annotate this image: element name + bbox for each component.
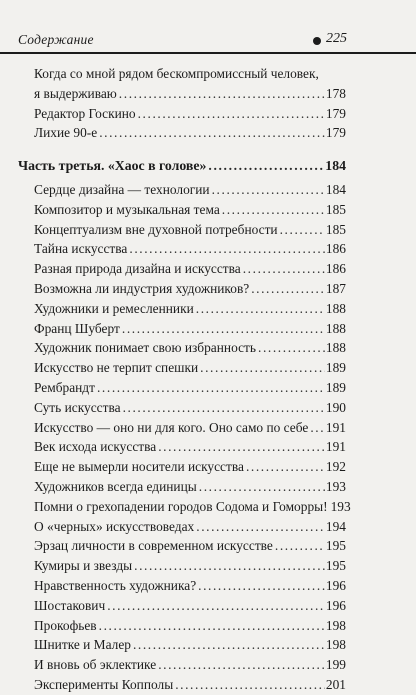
dot-leader	[158, 437, 325, 457]
toc-entry-title: Эксперименты Копполы	[34, 676, 174, 692]
dot-leader	[208, 156, 324, 176]
toc-entry-title: Искусство — оно ни для кого. Оно само по себе	[34, 419, 309, 435]
toc-entry-title: Разная природа дизайна и искусства	[34, 261, 241, 277]
toc-entry-title: Рембрандт	[34, 379, 95, 395]
toc-entry	[0, 655, 416, 675]
toc-entry-row	[34, 200, 346, 220]
toc-entry	[0, 259, 416, 279]
toc-entry-row	[34, 279, 346, 299]
toc-entry-page: 192	[325, 459, 346, 475]
toc-entry-page: 193	[325, 478, 346, 494]
dot-leader	[196, 517, 325, 537]
toc-entry-row	[34, 378, 346, 398]
toc-entry-page: 188	[325, 340, 346, 356]
toc-entry-page: 178	[325, 85, 346, 101]
toc-entry-row	[34, 616, 346, 636]
toc-entry-title: Кумиры и звезды	[34, 558, 133, 574]
toc-entry-title: Еще не вымерли носители искусства	[34, 459, 244, 475]
toc-entry-row	[34, 418, 346, 438]
toc-entry	[0, 279, 416, 299]
toc-entry-page: 179	[325, 125, 346, 141]
toc-entry-page: 198	[325, 617, 346, 633]
toc-entry-title: Шнитке и Малер	[34, 637, 131, 653]
dot-leader	[199, 477, 325, 497]
toc-entry	[0, 616, 416, 636]
dot-leader	[97, 378, 325, 398]
toc-entry-title-line: Когда со мной рядом бескомпромиссный человек,	[34, 66, 319, 81]
toc-entry-page: 187	[325, 280, 346, 296]
toc-entry-page: 190	[325, 399, 346, 415]
toc-entry-page: 196	[325, 597, 346, 613]
toc-entry	[0, 517, 416, 537]
dot-leader	[280, 220, 325, 240]
toc-entry	[0, 497, 416, 517]
dot-leader	[133, 635, 325, 655]
toc-entry-row	[34, 319, 346, 339]
toc-entry	[0, 319, 416, 339]
dot-leader	[107, 596, 325, 616]
dot-leader	[258, 338, 325, 358]
toc-entry-title: Век исхода искусства	[34, 439, 157, 455]
toc-entry-row	[34, 655, 346, 675]
toc-entry-title: Концептуализм вне духовной потребности	[34, 221, 278, 237]
dot-leader	[158, 655, 325, 675]
toc-entry-title: Художник понимает свою избранность	[34, 340, 257, 356]
dot-leader	[212, 180, 325, 200]
toc-entry-page: 196	[325, 577, 346, 593]
toc-entry-row	[34, 675, 346, 695]
toc-entry	[0, 675, 416, 695]
toc-entry-title: Искусство не терпит спешки	[34, 360, 199, 376]
toc-entry	[0, 123, 416, 143]
toc-entry-title: я выдерживаю	[34, 85, 117, 101]
toc-entry-row	[34, 497, 351, 517]
dot-leader	[99, 123, 325, 143]
dot-leader	[200, 358, 325, 378]
toc-entry	[0, 457, 416, 477]
toc-entry-title: И вновь об эклектике	[34, 657, 157, 673]
toc-entry-row	[34, 576, 346, 596]
toc-entry-row	[34, 635, 346, 655]
toc-entry-row	[34, 457, 346, 477]
toc-entry-row	[34, 84, 346, 104]
page-header	[0, 0, 416, 60]
toc-part-heading	[0, 156, 416, 176]
toc-entry-title: Возможна ли индустрия художников?	[34, 280, 250, 296]
dot-leader	[119, 84, 325, 104]
toc-entry-title: Франц Шуберт	[34, 320, 120, 336]
toc-entry-row	[34, 259, 346, 279]
toc-entry-title: Шостакович	[34, 597, 106, 613]
toc-entry	[0, 220, 416, 240]
toc-entry-page: 194	[325, 518, 346, 534]
bullet-icon	[313, 37, 321, 45]
toc-entry	[0, 596, 416, 616]
table-of-contents	[0, 64, 416, 695]
dot-leader	[99, 616, 325, 636]
toc-entry-page: 195	[325, 558, 346, 574]
toc-entry-page: 184	[325, 181, 346, 197]
toc-entry	[0, 477, 416, 497]
toc-entry-row	[34, 536, 346, 556]
toc-entry-row	[34, 299, 346, 319]
toc-entry-row	[34, 180, 346, 200]
toc-entry-title: Прокофьев	[34, 617, 97, 633]
toc-entry	[0, 338, 416, 358]
dot-leader	[123, 398, 325, 418]
toc-entry-page: 201	[325, 676, 346, 692]
toc-entry-row	[34, 338, 346, 358]
toc-entry-title: Художников всегда единицы	[34, 478, 197, 494]
toc-entry-title: Композитор и музыкальная тема	[34, 201, 220, 217]
toc-entry	[0, 556, 416, 576]
toc-entry-page: 199	[325, 657, 346, 673]
toc-entry-row	[34, 556, 346, 576]
dot-leader	[175, 675, 325, 695]
running-head-title: Содержание	[18, 32, 94, 47]
toc-entry	[0, 358, 416, 378]
toc-entry-row	[34, 104, 346, 124]
toc-entry-page: 185	[325, 221, 346, 237]
toc-entry-page: 189	[325, 379, 346, 395]
toc-entry-row	[34, 477, 346, 497]
toc-entry-row	[34, 123, 346, 143]
dot-leader	[251, 279, 325, 299]
dot-leader	[275, 536, 325, 556]
dot-leader	[129, 239, 325, 259]
toc-entry-page: 198	[325, 637, 346, 653]
toc-entry-page: 186	[325, 261, 346, 277]
toc-entry	[0, 180, 416, 200]
toc-entry-title: Помни о грехопадении городов Содома и Гоморры!	[34, 498, 328, 514]
toc-entry	[0, 536, 416, 556]
toc-entry-page: 191	[325, 419, 346, 435]
toc-entry	[0, 104, 416, 124]
toc-entry	[0, 437, 416, 457]
dot-leader	[246, 457, 325, 477]
toc-entry-page: 189	[325, 360, 346, 376]
dot-leader	[222, 200, 325, 220]
toc-entry-row	[34, 517, 346, 537]
toc-entry-title: Тайна искусства	[34, 241, 128, 257]
toc-entry-page: 188	[325, 320, 346, 336]
toc-entry	[0, 418, 416, 438]
dot-leader	[134, 556, 325, 576]
toc-entry-title: Художники и ремесленники	[34, 300, 194, 316]
toc-entry	[0, 398, 416, 418]
toc-entry-page: 186	[325, 241, 346, 257]
toc-entry-title: Редактор Госкино	[34, 105, 136, 121]
toc-entry-title: Суть искусства	[34, 399, 121, 415]
toc-entry-title: Нравственность художника?	[34, 577, 197, 593]
toc-entry	[0, 200, 416, 220]
toc-entry-page: 188	[325, 300, 346, 316]
toc-entry-page: 193	[330, 498, 351, 514]
toc-entry-row	[34, 220, 346, 240]
toc-entry-title: Часть третья. «Хаос в голове»	[18, 158, 207, 174]
dot-leader	[196, 299, 325, 319]
running-head-page-number: 225	[326, 31, 347, 46]
toc-entry-title: Лихие 90-е	[34, 125, 98, 141]
dot-leader	[310, 418, 325, 438]
toc-entry-row	[34, 398, 346, 418]
toc-entry-row	[34, 239, 346, 259]
toc-entry-page: 191	[325, 439, 346, 455]
toc-entry	[0, 635, 416, 655]
toc-entry-page: 185	[325, 201, 346, 217]
dot-leader	[198, 576, 325, 596]
toc-entry-page: 195	[325, 538, 346, 554]
toc-entry-row	[34, 437, 346, 457]
toc-entry-title: Сердце дизайна — технологии	[34, 181, 210, 197]
toc-entry	[0, 576, 416, 596]
toc-entry-row	[34, 358, 346, 378]
toc-entry	[0, 64, 416, 104]
dot-leader	[122, 319, 325, 339]
toc-entry-title: Эрзац личности в современном искусстве	[34, 538, 273, 554]
toc-entry	[0, 299, 416, 319]
dot-leader	[138, 104, 325, 124]
toc-entry	[0, 378, 416, 398]
toc-entry-title: О «черных» искусствоведах	[34, 518, 195, 534]
dot-leader	[243, 259, 325, 279]
toc-entry-row	[34, 596, 346, 616]
toc-entry-page: 179	[325, 105, 346, 121]
toc-entry-page: 184	[325, 158, 346, 174]
toc-entry	[0, 239, 416, 259]
toc-entry-row	[18, 156, 346, 176]
header-rule	[0, 52, 416, 54]
